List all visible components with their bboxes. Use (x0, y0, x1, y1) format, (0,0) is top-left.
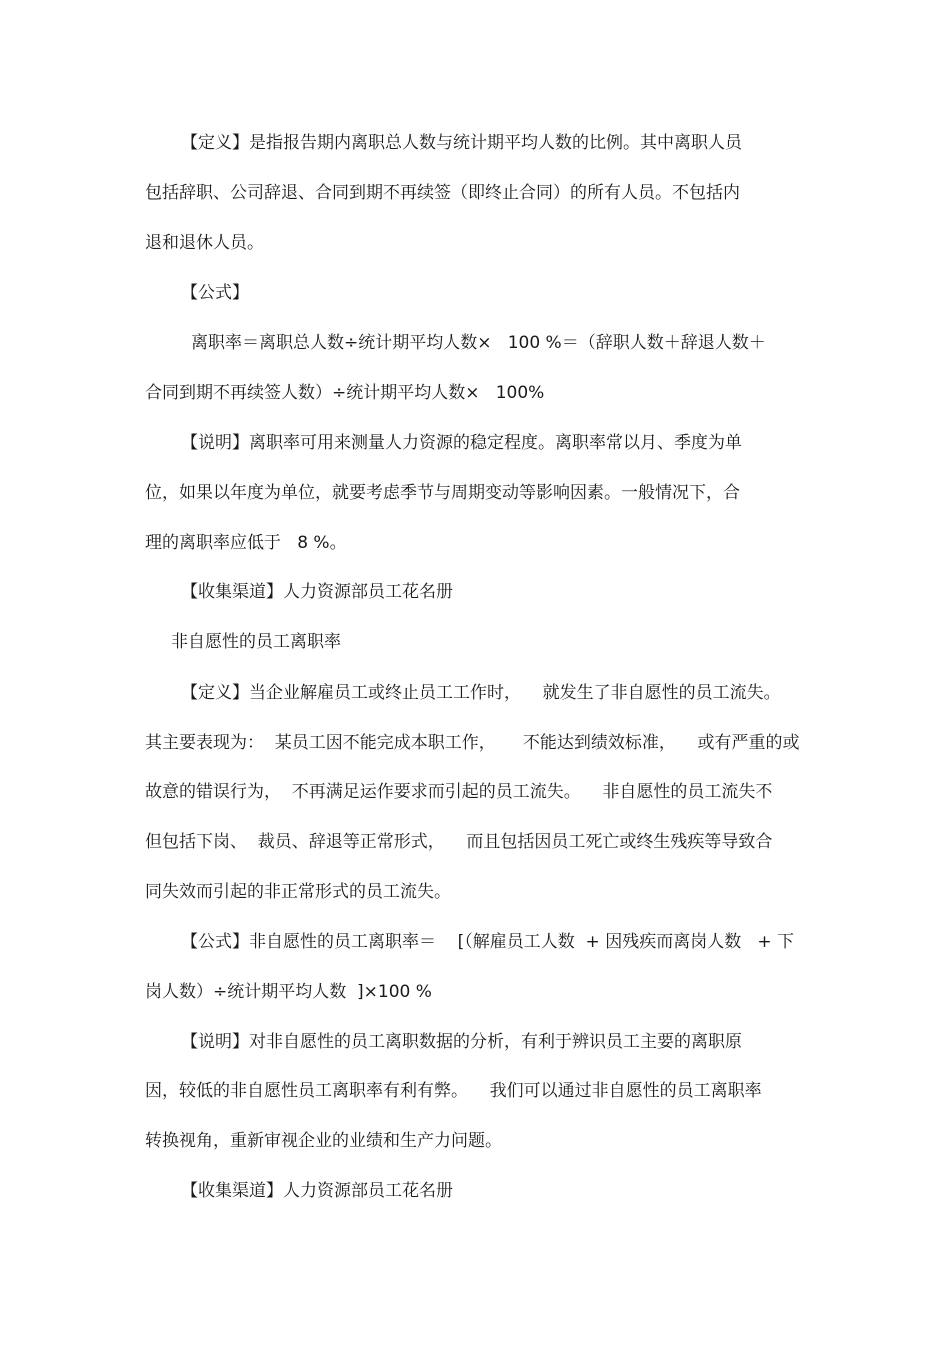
formula-line-1: 离职率＝离职总人数÷统计期平均人数× 100 %＝（辞职人数＋辞退人数＋ (191, 333, 766, 353)
formula-line-1: 【公式】非自愿性的员工离职率＝ [（解雇员工人数 + 因残疾而离岗人数 + 下 (181, 932, 795, 952)
explanation-line-1: 【说明】对非自愿性的员工离职数据的分析，有利于辨识员工主要的离职原 (181, 1032, 742, 1052)
formula-line-2: 合同到期不再续签人数）÷统计期平均人数× 100% (145, 383, 545, 403)
definition-line-2: 其主要表现为： 某员工因不能完成本职工作， 不能达到绩效标准， 或有严重的或 (145, 733, 800, 753)
explanation-line-2: 因，较低的非自愿性员工离职率有利有弊。 我们可以通过非自愿性的员工离职率 (145, 1081, 762, 1101)
formula-line-2: 岗人数）÷统计期平均人数 ]×100 % (145, 982, 432, 1002)
definition-line-1: 【定义】当企业解雇员工或终止员工工作时， 就发生了非自愿性的员工流失。 (181, 683, 781, 703)
explanation-line-3: 转换视角，重新审视企业的业绩和生产力问题。 (145, 1131, 502, 1151)
definition-line-2: 包括辞职、公司辞退、合同到期不再续签（即终止合同）的所有人员。不包括内 (145, 183, 740, 203)
explanation-line-2: 位，如果以年度为单位，就要考虑季节与周期变动等影响因素。一般情况下，合 (145, 483, 740, 503)
collection-channel: 【收集渠道】人力资源部员工花名册 (181, 582, 453, 602)
definition-line-3: 退和退休人员。 (145, 233, 264, 253)
definition-line-4: 但包括下岗、 裁员、辞退等正常形式， 而且包括因员工死亡或终生残疾等导致合 (145, 832, 773, 852)
section-title: 非自愿性的员工离职率 (171, 632, 341, 652)
definition-line-5: 同失效而引起的非正常形式的员工流失。 (145, 882, 451, 902)
collection-channel: 【收集渠道】人力资源部员工花名册 (181, 1181, 453, 1201)
explanation-line-3: 理的离职率应低于 8 %。 (145, 533, 347, 553)
definition-line-1: 【定义】是指报告期内离职总人数与统计期平均人数的比例。其中离职人员 (181, 133, 742, 153)
formula-heading: 【公式】 (181, 283, 249, 303)
explanation-line-1: 【说明】离职率可用来测量人力资源的稳定程度。离职率常以月、季度为单 (181, 433, 742, 453)
definition-line-3: 故意的错误行为， 不再满足运作要求而引起的员工流失。 非自愿性的员工流失不 (145, 782, 773, 802)
